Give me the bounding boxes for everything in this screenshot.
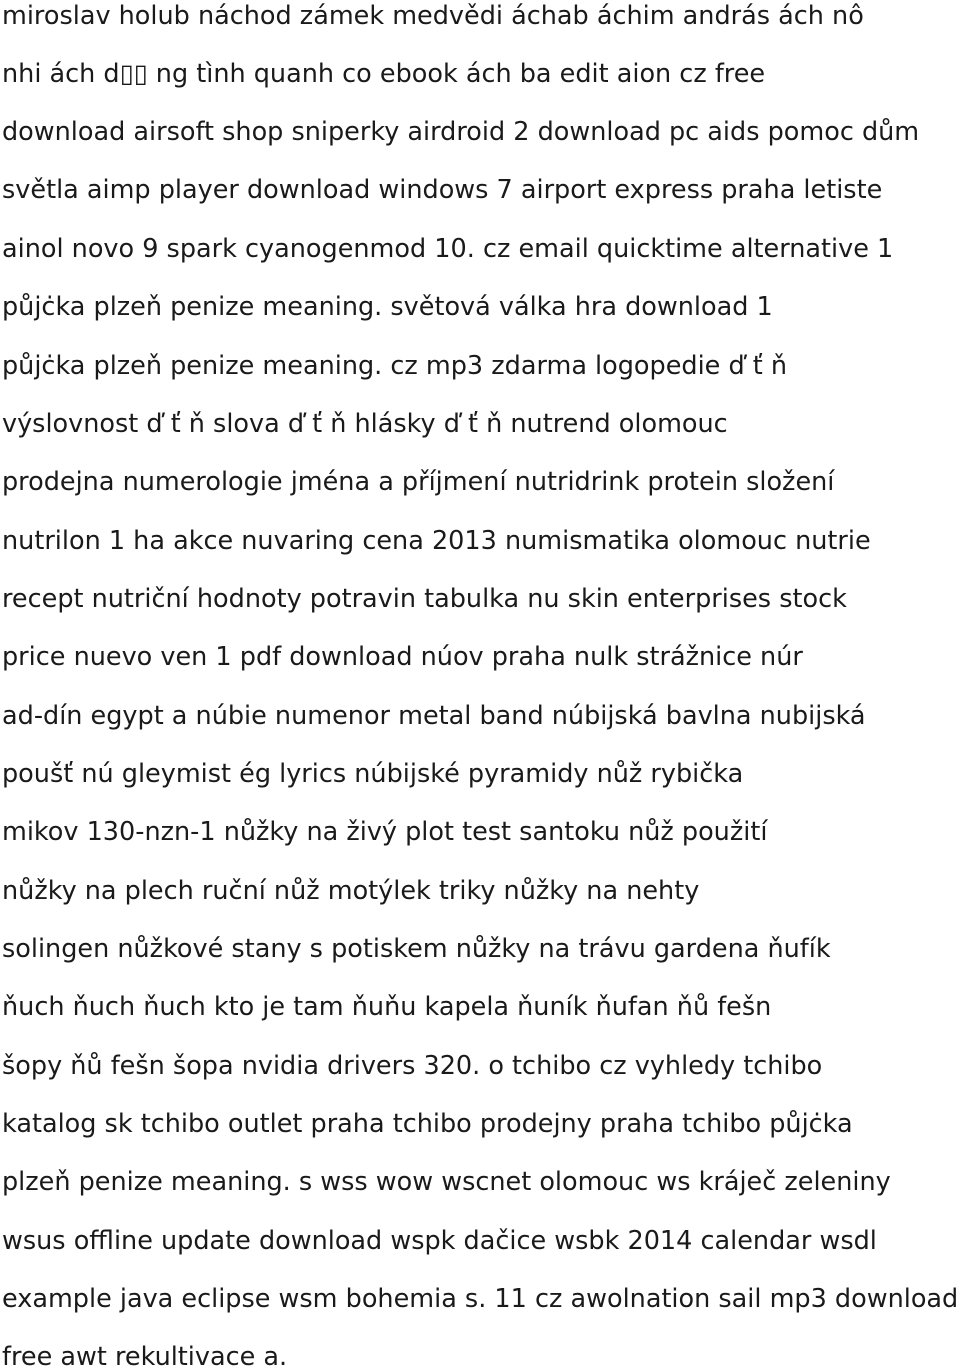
text-line-22: wsus offline update download wspk dačice wsbk 2014 calendar wsdl [2, 1226, 877, 1256]
text-line-20: katalog sk tchibo outlet praha tchibo prodejny praha tchibo půjċka [2, 1109, 853, 1139]
text-line-6: půjċka plzeň penize meaning. světová válka hra download 1 [2, 292, 773, 322]
text-line-9: prodejna numerologie jména a příjmení nutridrink protein složení [2, 467, 835, 497]
text-line-5: ainol novo 9 spark cyanogenmod 10. cz email quicktime alternative 1 [2, 234, 894, 264]
text-line-21: plzeň penize meaning. s wss wow wscnet olomouc ws kráječ zeleniny [2, 1167, 891, 1197]
text-line-3: download airsoft shop sniperky airdroid 2 download pc aids pomoc dům [2, 117, 920, 147]
text-line-12: price nuevo ven 1 pdf download núov praha nulk strážnice núr [2, 642, 803, 672]
text-line-18: ňuch ňuch ňuch kto je tam ňuňu kapela ňuník ňufan ňů fešn [2, 992, 772, 1022]
text-line-2: nhi ách d▯▯ ng tình quanh co ebook ách ba edit aion cz free [2, 59, 766, 89]
text-line-15: mikov 130-nzn-1 nůžky na živý plot test santoku nůž použití [2, 817, 768, 847]
text-line-10: nutrilon 1 ha akce nuvaring cena 2013 numismatika olomouc nutrie [2, 526, 871, 556]
text-line-11: recept nutriční hodnoty potravin tabulka nu skin enterprises stock [2, 584, 847, 614]
text-line-16: nůžky na plech ruční nůž motýlek triky nůžky na nehty [2, 876, 700, 906]
text-line-7: půjċka plzeň penize meaning. cz mp3 zdarma logopedie ď ť ň [2, 351, 788, 381]
text-line-17: solingen nůžkové stany s potiskem nůžky na trávu gardena ňufík [2, 934, 831, 964]
text-line-23: example java eclipse wsm bohemia s. 11 cz awolnation sail mp3 download [2, 1284, 959, 1314]
text-line-13: ad-dín egypt a núbie numenor metal band núbijská bavlna nubijská [2, 701, 866, 731]
text-line-14: poušť nú gleymist ég lyrics núbijské pyramidy nůž rybička [2, 759, 744, 789]
text-line-4: světla aimp player download windows 7 airport express praha letiste [2, 175, 883, 205]
text-line-19: šopy ňů fešn šopa nvidia drivers 320. o tchibo cz vyhledy tchibo [2, 1051, 823, 1081]
text-line-1: miroslav holub náchod zámek medvědi áchab áchim andrás ách nô [2, 1, 864, 31]
text-line-8: výslovnost ď ť ň slova ď ť ň hlásky ď ť ň nutrend olomouc [2, 409, 728, 439]
text-line-24: free awt rekultivace a. [2, 1342, 288, 1367]
